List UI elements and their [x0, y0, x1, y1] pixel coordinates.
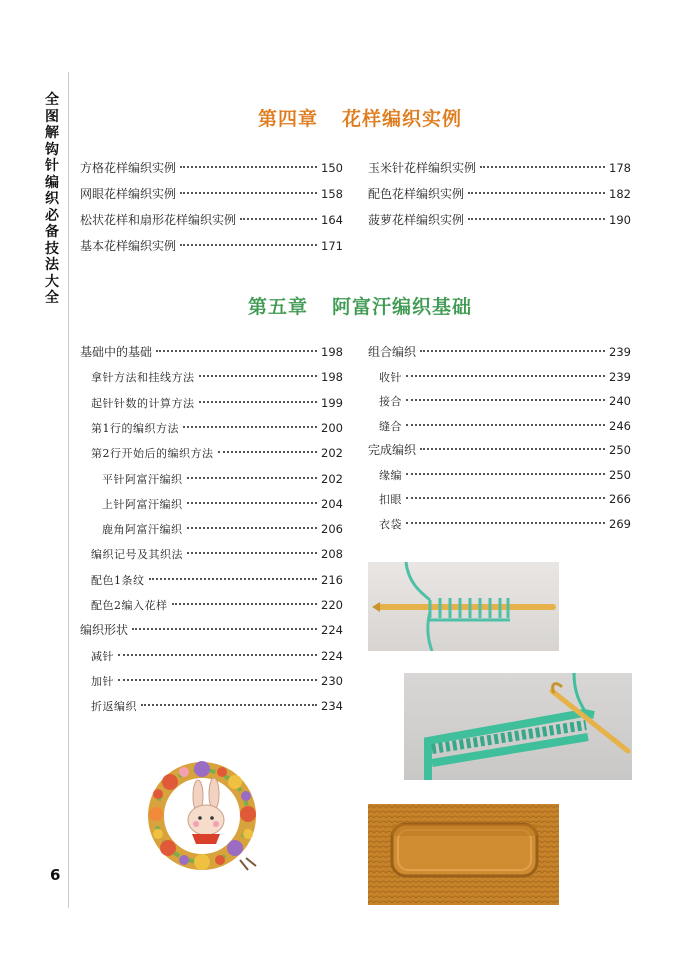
toc-leader-dots [187, 527, 318, 529]
toc-entry[interactable] [379, 416, 631, 436]
toc-leader-dots [406, 424, 605, 426]
toc-entry-page: 239 [609, 345, 631, 359]
toc-entry-label: 折返编织 [91, 700, 137, 714]
chapter4-number: 第四章 [258, 108, 319, 130]
toc-entry-page: 224 [321, 623, 343, 638]
toc-entry[interactable] [379, 514, 631, 534]
toc-entry-label: 第2行开始后的编织方法 [91, 447, 214, 461]
toc-entry-label: 第1行的编织方法 [91, 421, 179, 435]
toc-leader-dots [406, 497, 605, 499]
toc-entry-label: 缘编 [379, 468, 402, 482]
toc-entry-page: 246 [609, 418, 631, 433]
toc-entry-page: 239 [609, 369, 631, 384]
toc-entry[interactable] [368, 210, 631, 230]
toc-entry-page: 240 [609, 394, 631, 408]
toc-leader-dots [199, 375, 318, 377]
toc-entry-page: 198 [321, 345, 343, 359]
chapter4-heading [258, 104, 462, 131]
toc-entry-page: 216 [321, 572, 343, 587]
toc-entry[interactable] [102, 519, 343, 539]
toc-leader-dots [218, 451, 318, 453]
toc-entry[interactable] [368, 440, 631, 460]
vertical-rule [68, 72, 69, 908]
toc-entry-label: 组合编织 [368, 345, 417, 359]
toc-entry-page: 171 [321, 239, 343, 253]
toc-entry[interactable] [91, 570, 343, 590]
toc-leader-dots [406, 375, 605, 377]
toc-entry-page: 206 [321, 522, 343, 537]
toc-entry-label: 缝合 [379, 419, 402, 433]
toc-entry-page: 199 [321, 395, 343, 410]
toc-leader-dots [480, 166, 605, 168]
toc-entry-label: 鹿角阿富汗编织 [102, 523, 183, 537]
toc-entry-label: 基本花样编织实例 [80, 239, 177, 253]
toc-entry-page: 200 [321, 420, 343, 435]
toc-entry-page: 202 [321, 471, 343, 486]
toc-entry[interactable] [80, 184, 343, 204]
toc-entry-label: 上针阿富汗编织 [102, 497, 183, 511]
toc-entry[interactable] [91, 367, 343, 387]
toc-entry-label: 平针阿富汗编织 [102, 472, 183, 486]
toc-leader-dots [180, 192, 317, 194]
toc-leader-dots [180, 166, 317, 168]
toc-leader-dots [180, 244, 317, 246]
toc-entry[interactable] [379, 489, 631, 509]
toc-entry[interactable] [80, 342, 343, 362]
toc-entry[interactable] [91, 696, 343, 716]
toc-entry-label: 玉米针花样编织实例 [368, 161, 477, 175]
toc-leader-dots [468, 192, 605, 194]
toc-entry-page: 220 [321, 598, 343, 612]
page-number: 6 [50, 866, 61, 884]
toc-entry-page: 150 [321, 161, 343, 175]
toc-entry-label: 衣袋 [379, 517, 402, 531]
chapter5-heading [248, 292, 472, 319]
toc-entry-label: 拿针方法和挂线方法 [91, 371, 195, 385]
toc-entry-page: 224 [321, 648, 343, 663]
toc-leader-dots [420, 448, 605, 450]
toc-entry-label: 完成编织 [368, 443, 417, 457]
toc-leader-dots [132, 628, 317, 630]
toc-entry[interactable] [379, 391, 631, 411]
toc-entry-label: 扣眼 [379, 493, 402, 506]
toc-entry-page: 230 [321, 673, 343, 688]
toc-entry-label: 编织形状 [80, 623, 129, 638]
toc-leader-dots [199, 401, 318, 403]
toc-entry-page: 190 [609, 213, 631, 227]
toc-entry-label: 基础中的基础 [80, 345, 153, 359]
toc-leader-dots [240, 218, 317, 220]
toc-entry-label: 加针 [91, 674, 114, 688]
book-spine-title: 全图解钩针编织必备技法大全 [45, 92, 59, 306]
photo-hook-with-loops [368, 562, 559, 651]
toc-entry-page: 182 [609, 187, 631, 201]
toc-entry[interactable] [91, 443, 343, 463]
toc-leader-dots [468, 218, 605, 220]
toc-entry-label: 配色1条纹 [91, 573, 145, 587]
toc-leader-dots [187, 552, 317, 554]
toc-entry-label: 起针针数的计算方法 [91, 396, 195, 410]
toc-entry-label: 配色2编入花样 [91, 599, 168, 612]
toc-entry[interactable] [91, 646, 343, 666]
toc-entry-page: 250 [609, 467, 631, 482]
toc-entry-page: 198 [321, 370, 343, 385]
toc-entry-label: 松状花样和扇形花样编织实例 [80, 213, 237, 227]
toc-entry[interactable] [102, 469, 343, 489]
toc-entry[interactable] [80, 620, 343, 640]
toc-entry[interactable] [368, 158, 631, 178]
toc-entry-page: 202 [321, 446, 343, 461]
toc-entry-page: 250 [609, 443, 631, 457]
toc-entry[interactable] [91, 544, 343, 564]
toc-leader-dots [406, 473, 605, 475]
toc-entry[interactable] [91, 671, 343, 691]
toc-entry-label: 收针 [379, 370, 402, 384]
toc-entry[interactable] [91, 393, 343, 413]
toc-entry-page: 266 [609, 492, 631, 506]
photo-pocket-knit [368, 804, 559, 905]
toc-leader-dots [118, 679, 317, 681]
chapter5-number: 第五章 [248, 296, 309, 318]
toc-entry-page: 269 [609, 516, 631, 531]
toc-leader-dots [141, 704, 317, 706]
toc-entry[interactable] [368, 342, 631, 362]
toc-leader-dots [149, 578, 318, 580]
toc-leader-dots [183, 426, 317, 428]
toc-entry[interactable] [80, 210, 343, 230]
toc-entry[interactable] [379, 367, 631, 387]
chapter4-name: 花样编织实例 [342, 108, 463, 130]
toc-entry[interactable] [91, 595, 343, 615]
toc-entry-page: 178 [609, 161, 631, 175]
toc-entry-label: 减针 [91, 649, 114, 663]
toc-entry[interactable] [379, 465, 631, 485]
toc-leader-dots [406, 399, 605, 401]
toc-entry[interactable] [102, 494, 343, 514]
toc-leader-dots [118, 654, 317, 656]
chapter5-name: 阿富汗编织基础 [332, 296, 473, 318]
toc-entry[interactable] [91, 418, 343, 438]
toc-entry[interactable] [368, 184, 631, 204]
toc-leader-dots [187, 477, 318, 479]
toc-leader-dots [406, 522, 605, 524]
toc-entry[interactable] [80, 158, 343, 178]
flower-wreath-bunny-illustration [140, 752, 270, 880]
toc-entry-page: 158 [321, 187, 343, 201]
toc-leader-dots [420, 350, 605, 352]
photo-stitched-strip [404, 673, 632, 780]
toc-entry-page: 164 [321, 213, 343, 227]
toc-entry-label: 编织记号及其织法 [91, 548, 183, 562]
toc-entry-label: 接合 [379, 395, 402, 408]
toc-entry-page: 234 [321, 699, 343, 714]
toc-leader-dots [187, 502, 318, 504]
toc-entry-page: 204 [321, 496, 343, 511]
toc-entry-label: 配色花样编织实例 [368, 187, 465, 201]
toc-entry[interactable] [80, 236, 343, 256]
toc-leader-dots [172, 603, 318, 605]
toc-entry-label: 菠萝花样编织实例 [368, 213, 465, 227]
toc-entry-label: 方格花样编织实例 [80, 161, 177, 175]
toc-entry-page: 208 [321, 547, 343, 562]
toc-leader-dots [156, 350, 317, 352]
toc-entry-label: 网眼花样编织实例 [80, 187, 177, 201]
